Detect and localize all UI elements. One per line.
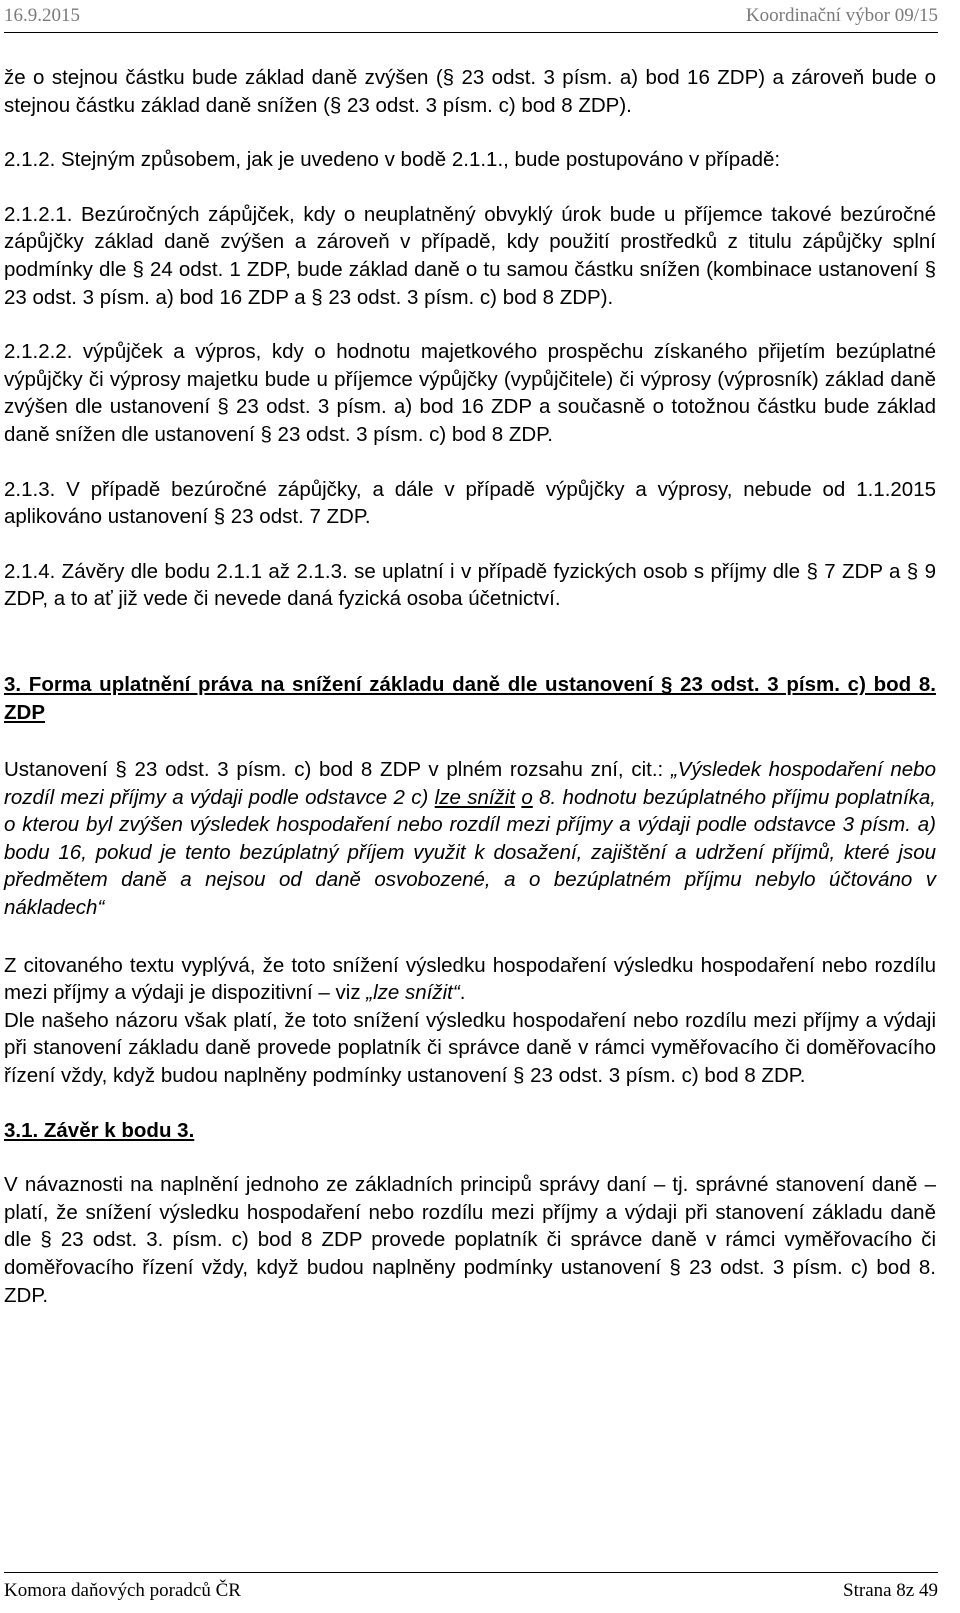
dispositive-end: . — [459, 981, 466, 1005]
paragraph-2-1-2: 2.1.2. Stejným způsobem, jak je uvedeno v bodě 2.1.1., bude postupováno v případě: — [4, 148, 781, 172]
dispositive-quote: „lze snížit“ — [366, 981, 460, 1005]
section-heading-3-1: 3.1. Závěr k bodu 3. — [4, 1118, 195, 1142]
page-footer — [4, 1572, 938, 1603]
paragraph-continuation: že o stejnou částku bude základ daně zvýšen (§ 23 odst. 3 písm. a) bod 16 ZDP) a zároveň bude o stejnou částku základ daně snížen (§ 23 odst. 3 písm. c) bod 8 ZDP). — [4, 66, 936, 117]
page-header — [4, 2, 938, 33]
paragraph-2-1-2-2: 2.1.2.2. výpůjček a výpros, kdy o hodnotu majetkového prospěchu získaného přijetím bezúplatné výpůjčky či výprosy majetku bude u příjemce výpůjčky (vypůjčitele) či výprosy (výprosník) základ daně zvýšen dle ustanovení § 23 odst. 3 písm. a) bod 16 ZDP a současně o totožnou částku bude základ daně snížen dle ustanovení § 23 odst. 3 písm. c) bod 8 ZDP. — [4, 340, 936, 446]
document-body — [4, 64, 936, 1309]
paragraph-opinion: Dle našeho názoru však platí, že toto snížení výsledku hospodaření nebo rozdílu mezi příjmy a výdaji při stanovení základu daně provede poplatník či správce daně v rámci vyměřovacího či doměřovacího řízení vždy, když budou naplněny podmínky ustanovení § 23 odst. 3 písm. c) bod 8 ZDP. — [4, 1008, 936, 1088]
header-committee: Koordinační výbor 09/15 — [745, 5, 938, 26]
quote-underlined-lze-snizit: lze snížit — [434, 785, 516, 809]
quote-text-a: „Výsledek hospodaření nebo rozdíl mezi příjmy a výdaji podle odstavce 2 c) — [4, 758, 936, 809]
paragraph-dispositive — [4, 952, 936, 1007]
section-heading-3: 3. Forma uplatnění práva na snížení základu daně dle ustanovení § 23 odst. 3 písm. c) bod 8. ZDP — [4, 672, 936, 724]
paragraph-2-1-4: 2.1.4. Závěry dle bodu 2.1.1 až 2.1.3. se uplatní i v případě fyzických osob s příjmy dle § 7 ZDP a § 9 ZDP, a to ať již vede či nevede daná fyzická osoba účetnictví. — [4, 559, 936, 611]
header-date: 16.9.2015 — [4, 5, 80, 26]
quote-underlined-o: o — [521, 785, 533, 809]
paragraph-conclusion: V návaznosti na naplnění jednoho ze základních principů správy daní – tj. správné stanovení daně – platí, že snížení výsledku hospodaření nebo rozdílu mezi příjmy a výdaji při stanovení základu daně dle § 23 odst. 3. písm. c) bod 8 ZDP provede poplatník či správce daně v rámci vyměřovacího či doměřovacího řízení vždy, když budou naplněny podmínky ustanovení § 23 odst. 3 písm. c) bod 8. ZDP. — [4, 1173, 936, 1307]
footer-organization: Komora daňových poradců ČR — [4, 1580, 241, 1601]
paragraph-2-1-3: 2.1.3. V případě bezúročné zápůjčky, a dále v případě výpůjčky a výprosy, nebude od 1.1.2015 aplikováno ustanovení § 23 odst. 7 ZDP. — [4, 477, 936, 529]
paragraph-2-1-2-1: 2.1.2.1. Bezúročných zápůjček, kdy o neuplatněný obvyklý úrok bude u příjemce takové bezúročné zápůjčky základ daně zvýšen a zároveň v případě, kdy použití prostředků z titulu zápůjčky splní podmínky dle § 24 odst. 1 ZDP, bude základ daně o tu samou částku snížen (kombinace ustanovení § 23 odst. 3 písm. a) bod 16 ZDP a § 23 odst. 3 písm. c) bod 8 ZDP). — [4, 202, 936, 309]
paragraph-statute-quote — [4, 756, 936, 922]
footer-page-number: Strana 8z 49 — [843, 1580, 938, 1601]
quote-text-c: 8. hodnotu bezúplatného příjmu poplatníka, o kterou byl zvýšen výsledek hospodaření nebo rozdíl mezi příjmy a výdaji podle odstavce 3 písm. a) bodu 16, pokud je tento bezúplatný příjem využit k dosažení, zajištění a udržení příjmů, které jsou předmětem daně a nejsou od daně osvobozené, a o bezúplatném příjmu nebylo účtováno v nákladech“ — [4, 785, 936, 920]
dispositive-text: Z citovaného textu vyplývá, že toto snížení výsledku hospodaření výsledku hospodaření nebo rozdílu mezi příjmy a výdaji je dispozitivní – viz — [4, 953, 936, 1005]
quote-intro: Ustanovení § 23 odst. 3 písm. c) bod 8 ZDP v plném rozsahu zní, cit.: — [4, 758, 671, 782]
